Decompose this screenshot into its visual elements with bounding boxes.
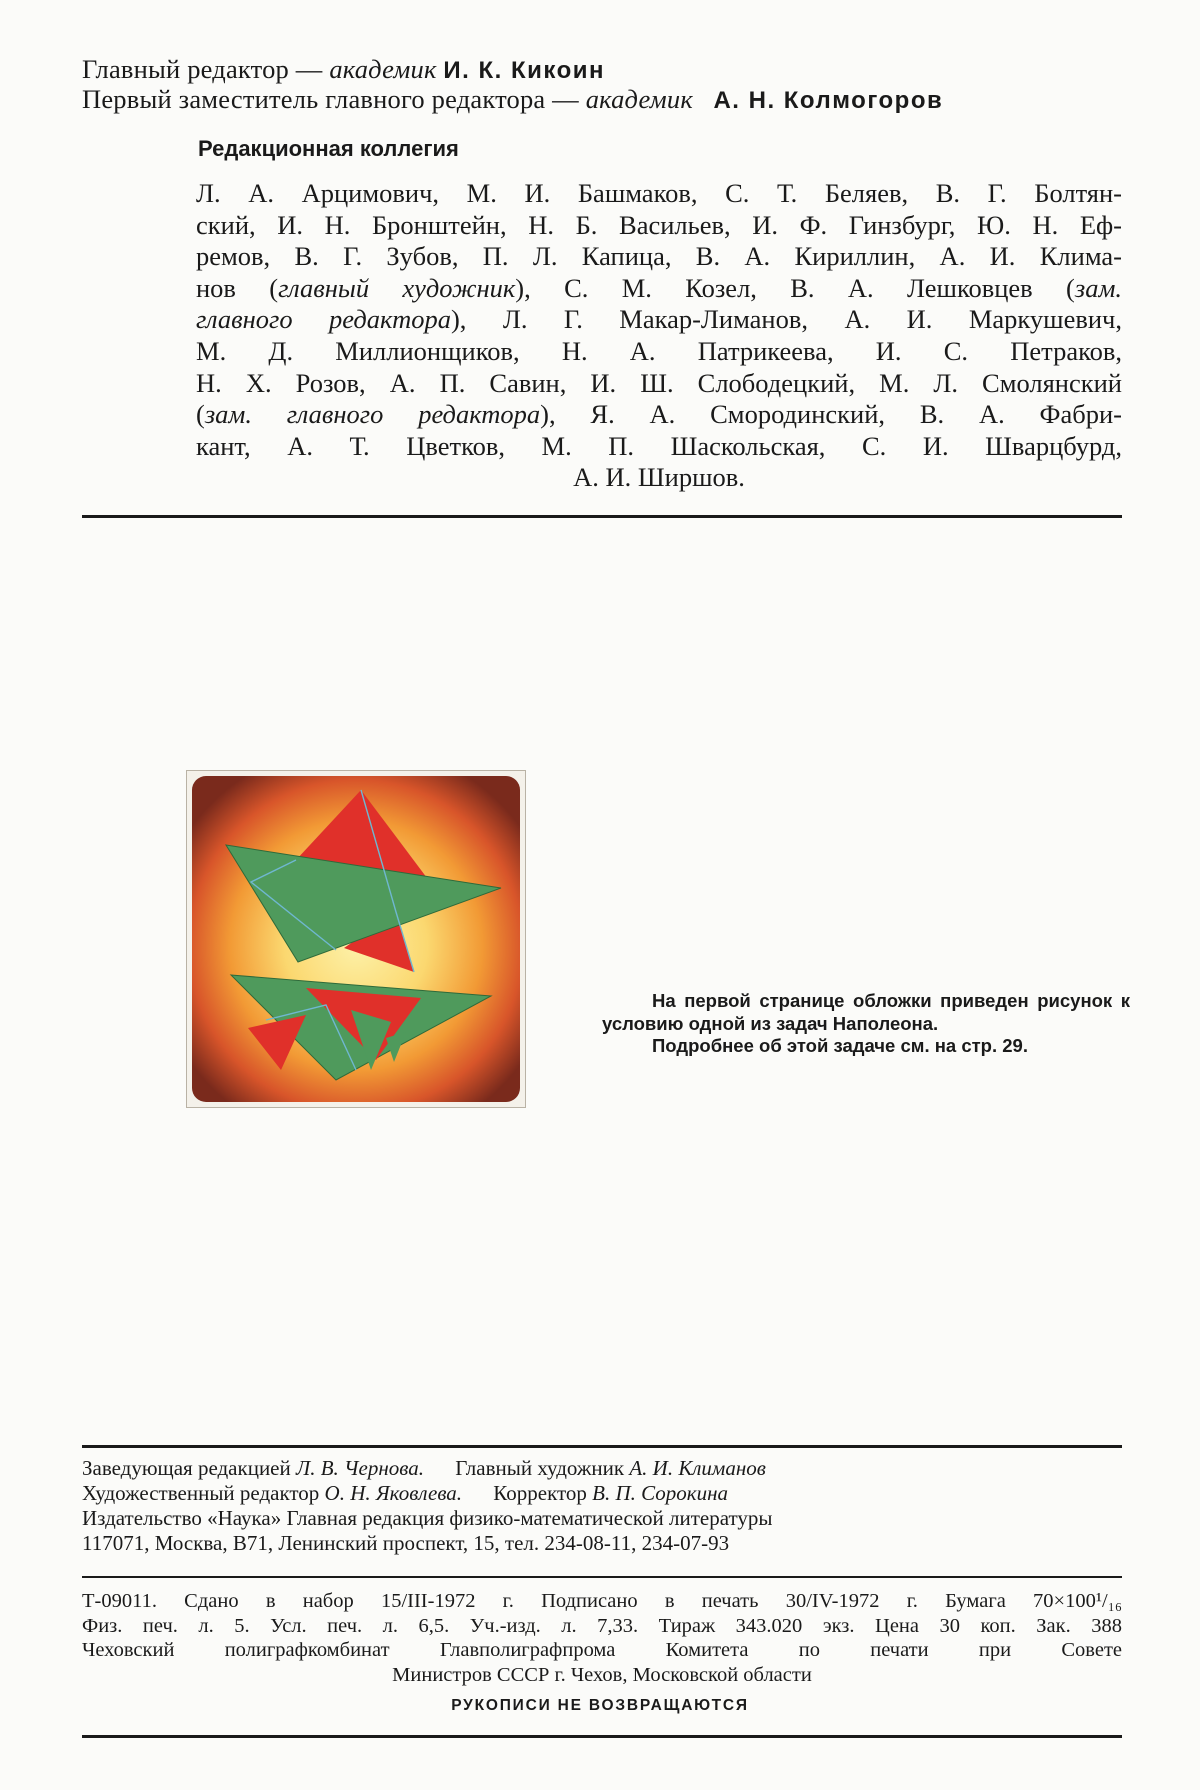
chief-editor-title: академик — [329, 54, 437, 84]
deputy-editor-name: А. Н. Колмогоров — [713, 87, 944, 114]
board-line: главного редактора), Л. Г. Макар-Лиманов, А. И. Маркушевич, — [196, 304, 1122, 335]
imprint-line: Чеховский полиграфкомбинат Главполиграфпрома Комитета по печати при Совете — [82, 1639, 1122, 1661]
credits-line: Издательство «Наука» Главная редакция физико-математической литературы — [82, 1506, 773, 1530]
board-line: (зам. главного редактора), Я. А. Смородинский, В. А. Фабри- — [196, 399, 1122, 430]
imprint-line: Т-09011. Сдано в набор 15/III-1972 г. Подписано в печать 30/IV-1972 г. Бумага 70×100¹/₁₆ — [82, 1590, 1122, 1612]
staff-credits — [82, 1456, 773, 1556]
editorial-board-heading: Редакционная коллегия — [198, 136, 459, 161]
imprint-line: Физ. печ. л. 5. Усл. печ. л. 6,5. Уч.-изд. л. 7,33. Тираж 343.020 экз. Цена 30 коп. Зак. 388 — [82, 1614, 1122, 1637]
bottom-divider — [82, 1735, 1122, 1738]
deputy-editor-role: Первый заместитель главного редактора — — [82, 84, 579, 114]
board-line: Н. Х. Розов, А. П. Савин, И. Ш. Слободецкий, М. Л. Смолянский — [196, 367, 1122, 398]
deputy-editor-title: академик — [585, 84, 693, 114]
cover-note-paragraph: Подробнее об этой задаче см. на стр. 29. — [652, 1035, 1028, 1056]
board-line: Л. А. Арцимович, М. И. Башмаков, С. Т. Беляев, В. Г. Болтян- — [196, 178, 1122, 208]
board-line: нов (главный художник), С. М. Козел, В. А. Лешковцев (зам. — [196, 272, 1122, 303]
cover-note — [602, 990, 1130, 1058]
board-line: кант, А. Т. Цветков, М. П. Шаскольская, С. И. Шварцбурд, — [196, 430, 1122, 461]
editorial-board-list — [196, 178, 1122, 494]
credits-line: Художественный редактор О. Н. Яковлева. Корректор В. П. Сорокина — [82, 1481, 729, 1505]
cover-illustration — [186, 770, 526, 1108]
credits-line: 117071, Москва, В71, Ленинский проспект, 15, тел. 234-08-11, 234-07-93 — [82, 1531, 730, 1555]
chief-editor-line — [82, 54, 605, 85]
imprint-divider — [82, 1576, 1122, 1578]
board-line: ремов, В. Г. Зубов, П. Л. Капица, В. А. Кириллин, А. И. Клима- — [196, 241, 1122, 272]
board-line: А. И. Ширшов. — [573, 462, 745, 493]
manuscripts-notice: РУКОПИСИ НЕ ВОЗВРАЩАЮТСЯ — [451, 1697, 749, 1714]
board-line: ский, И. Н. Бронштейн, Н. Б. Васильев, И. Ф. Гинзбург, Ю. Н. Еф- — [196, 209, 1122, 240]
cover-note-paragraph: На первой странице обложки приведен рисунок к условию одной из задач Наполеона. — [602, 990, 1130, 1034]
credits-divider — [82, 1445, 1122, 1448]
chief-editor-name: И. К. Кикоин — [443, 57, 605, 84]
imprint-line: Министров СССР г. Чехов, Московской области — [392, 1663, 812, 1686]
print-imprint — [82, 1589, 1122, 1687]
chief-editor-role: Главный редактор — — [82, 54, 323, 84]
board-line: М. Д. Миллионщиков, Н. А. Патрикеева, И. С. Петраков, — [196, 335, 1122, 366]
deputy-editor-line — [82, 84, 943, 115]
top-divider — [82, 515, 1122, 518]
credits-line: Заведующая редакцией Л. В. Чернова. Главный художник А. И. Климанов — [82, 1456, 766, 1480]
